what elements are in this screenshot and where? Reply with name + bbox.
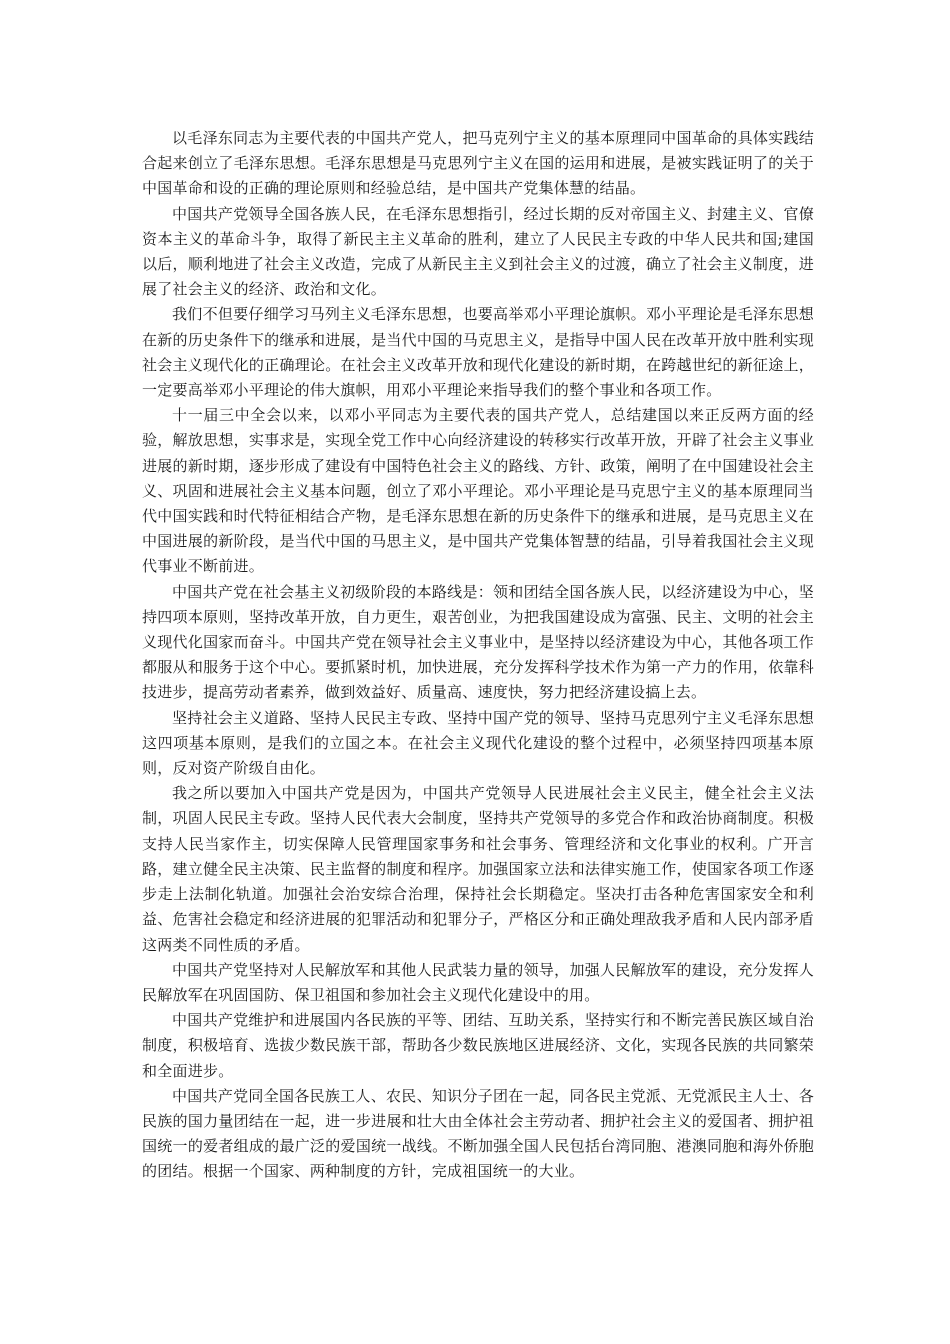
- paragraph-5: 中国共产党在社会基主义初级阶段的本路线是：领和团结全国各族人民，以经济建设为中心，坚持四项本原则，坚持改革开放，自力更生，艰苦创业，为把我国建设成为富强、民主、文明的社会主义现代化国家而奋斗。中国共产党在领导社会主义事业中，是坚持以经济建设为中心，其他各项工作都服从和服务于这个中心。要抓紧时机，加快进展，充分发挥科学技术作为第一产力的作用，依靠科技进步，提高劳动者素养，做到效益好、质量高、速度快，努力把经济建设搞上去。: [142, 582, 814, 702]
- paragraph-8: 中国共产党坚持对人民解放军和其他人民武装力量的领导，加强人民解放军的建设，充分发挥人民解放军在巩固国防、保卫祖国和参加社会主义现代化建设中的用。: [142, 960, 814, 1004]
- paragraph-6: 坚持社会主义道路、坚持人民民主专政、坚持中国产党的领导、坚持马克思列宁主义毛泽东思想这四项基本原则，是我们的立国之本。在社会主义现代化建设的整个过程中，必须坚持四项基本原则，反对资产阶级自由化。: [142, 708, 814, 778]
- paragraph-9: 中国共产党维护和进展国内各民族的平等、团结、互助关系，坚持实行和不断完善民族区域自治制度，积极培育、选拔少数民族干部，帮助各少数民族地区进展经济、文化，实现各民族的共同繁荣和全面进步。: [142, 1011, 814, 1080]
- paragraph-10: 中国共产党同全国各民族工人、农民、知识分子团在一起，同各民主党派、无党派民主人士、各民族的国力量团结在一起，进一步进展和壮大由全体社会主劳动者、拥护社会主义的爱国者、拥护祖国统一的爱者组成的最广泛的爱国统一战线。不断加强全国人民包括台湾同胞、港澳同胞和海外侨胞的团结。根据一个国家、两种制度的方针，完成祖国统一的大业。: [142, 1086, 814, 1181]
- paragraph-3: 我们不但要仔细学习马列主义毛泽东思想，也要高举邓小平理论旗帜。邓小平理论是毛泽东思想在新的历史条件下的继承和进展，是当代中国的马克思主义，是指导中国人民在改革开放中胜利实现社会主义现代化的正确理论。在社会主义改革开放和现代化建设的新时期，在跨越世纪的新征途上，一定要高举邓小平理论的伟大旗帜，用邓小平理论来指导我们的整个事业和各项工作。: [142, 305, 814, 400]
- document-body: [142, 126, 814, 1185]
- paragraph-1: 以毛泽东同志为主要代表的中国共产党人，把马克列宁主义的基本原理同中国革命的具体实践结合起来创立了毛泽东思想。毛泽东思想是马克思列宁主义在国的运用和进展，是被实践证明了的关于中国革命和设的正确的理论原则和经验总结，是中国共产党集体慧的结晶。: [142, 129, 814, 198]
- paragraph-2: 中国共产党领导全国各族人民，在毛泽东思想指引，经过长期的反对帝国主义、封建主义、官僚资本主义的革命斗争，取得了新民主主义革命的胜利，建立了人民民主专政的中华人民共和国;建国以后，顺利地进了社会主义改造，完成了从新民主主义到社会主义的过渡，确立了社会主义制度，进展了社会主义的经济、政治和文化。: [142, 204, 814, 299]
- paragraph-7: 我之所以要加入中国共产党是因为，中国共产党领导人民进展社会主义民主，健全社会主义法制，巩固人民民主专政。坚持人民代表大会制度，坚持共产党领导的多党合作和政治协商制度。积极支持人民当家作主，切实保障人民管理国家事务和社会事务、管理经济和文化事业的权利。广开言路，建立健全民主决策、民主监督的制度和程序。加强国家立法和法律实施工作，使国家各项工作逐步走上法制化轨道。加强社会治安综合治理，保持社会长期稳定。坚决打击各种危害国家安全和利益、危害社会稳定和经济进展的犯罪活动和犯罪分子，严格区分和正确处理敌我矛盾和人民内部矛盾这两类不同性质的矛盾。: [142, 784, 814, 954]
- paragraph-4: 十一届三中全会以来，以邓小平同志为主要代表的国共产党人，总结建国以来正反两方面的经验，解放思想，实事求是，实现全党工作中心向经济建设的转移实行改革开放，开辟了社会主义事业进展的新时期，逐步形成了建设有中国特色社会主义的路线、方针、政策，阐明了在中国建设社会主义、巩固和进展社会主义基本问题，创立了邓小平理论。邓小平理论是马克思宁主义的基本原理同当代中国实践和时代特征相结合产物，是毛泽东思想在新的历史条件下的继承和进展，是马克思主义在中国进展的新阶段，是当代中国的马思主义，是中国共产党集体智慧的结晶，引导着我国社会主义现代事业不断前进。: [142, 406, 814, 576]
